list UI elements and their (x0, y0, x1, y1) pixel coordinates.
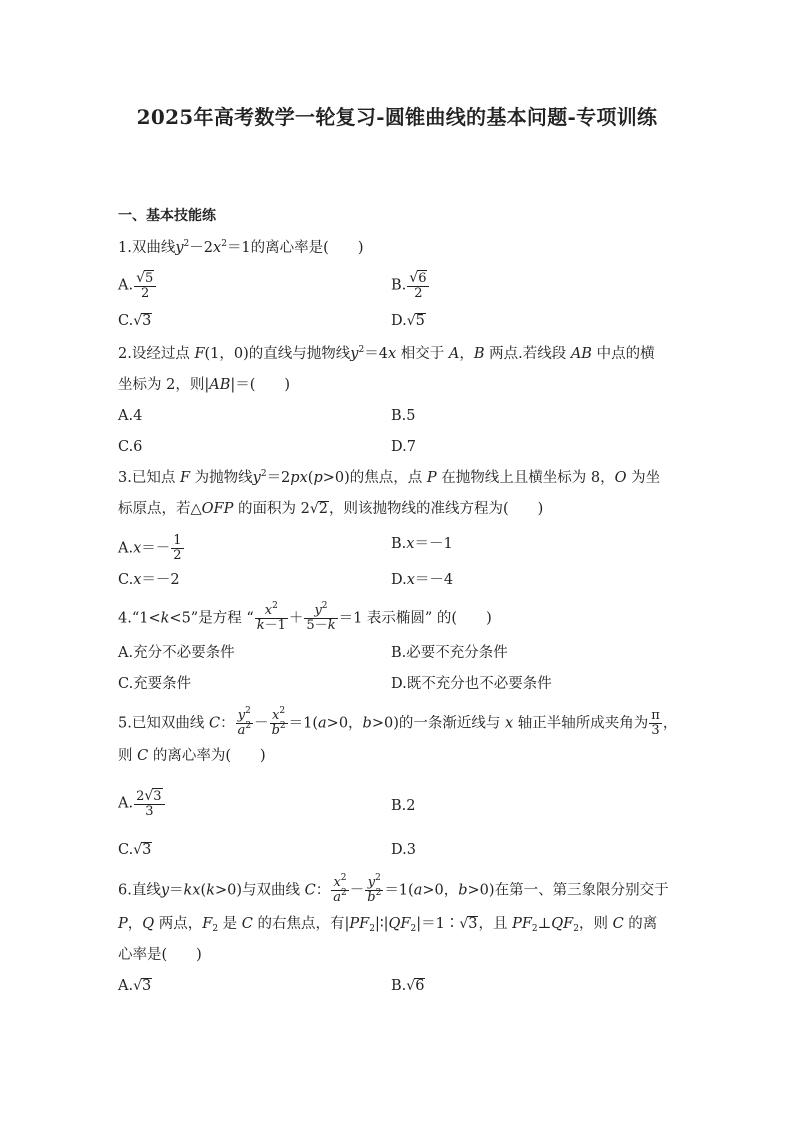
q5-option-d[interactable]: D.3 (391, 842, 416, 858)
page-title: 2025年高考数学一轮复习-圆锥曲线的基本问题-专项训练 (136, 105, 658, 129)
q3-option-d[interactable]: D.x＝－4 (391, 572, 454, 588)
q5-option-b[interactable]: B.2 (391, 798, 416, 814)
q1-option-d[interactable]: D.√5 (391, 313, 425, 329)
section-heading: 一、基本技能练 (118, 208, 216, 224)
question-3: 3.已知点 F 为抛物线$y^2=2px(p>0)$的焦点，点 P 在抛物线上且横坐标为 8，O 为坐 (118, 469, 661, 486)
q3-option-b[interactable]: B.x＝－1 (391, 536, 453, 552)
question-1: 1.双曲线$y^2-2x^2=1$的离心率是( ) (118, 239, 364, 256)
question-5-line2: 则 C 的离心率为( ) (118, 748, 266, 764)
q5-option-a[interactable]: A. $\frac{2√3}{3}$ (118, 788, 166, 819)
question-6-line2: P，Q 两点，$F_2$ 是 C 的右焦点，有$|PF_2|∶|QF_2|=1∶√3$，且 $PF_2\perp QF_2$，则 C 的离 (118, 916, 658, 934)
q3-option-c[interactable]: C.x＝－2 (118, 572, 180, 588)
q5-option-c[interactable]: C.√3 (118, 842, 152, 858)
q1-option-c[interactable]: C.√3 (118, 313, 152, 329)
q2-option-b[interactable]: B.5 (391, 408, 416, 424)
question-4: 4.“1<k<5”是方程 “ $\frac{x^2}{k-1}$ ＋ $\frac{y^2}{5-k}$ ＝1 表示椭圆” 的( ) (118, 601, 492, 633)
question-2: 2.设经过点 F(1，0)的直线与抛物线$y^2=4x$ 相交于 A，B 两点.若线段 AB 中点的横 (118, 345, 655, 362)
q4-option-b[interactable]: B.必要不充分条件 (391, 645, 508, 661)
q3-option-a[interactable]: A.x＝－ $\frac{1}{2}$ (118, 533, 182, 563)
q1-option-a[interactable]: A. $\frac{√5}{2}$ (118, 270, 157, 301)
q4-option-c[interactable]: C.充要条件 (118, 676, 192, 692)
q4-option-d[interactable]: D.既不充分也不必要条件 (391, 676, 552, 692)
question-6: 6.直线y＝kx(k>0)与双曲线 C： $\frac{x^2}{a^2}$ － $\frac{y^2}{b^2}$ ＝1(a>0，b>0)在第一、第三象限分别交于 (118, 873, 669, 905)
q4-option-a[interactable]: A.充分不必要条件 (118, 645, 235, 661)
question-5: 5.已知双曲线 C： $\frac{y^2}{a^2}$ － $\frac{x^2}{b^2}$ ＝1(a>0，b>0)的一条渐近线与 x 轴正半轴所成夹角为 $\frac{\pi}{3}$ ， (118, 706, 678, 738)
question-2-line2: 坐标为 2，则|AB|＝( ) (118, 377, 291, 393)
q2-option-c[interactable]: C.6 (118, 439, 143, 455)
q2-option-d[interactable]: D.7 (391, 439, 416, 455)
q1-option-b[interactable]: B. $\frac{√6}{2}$ (391, 270, 430, 301)
q2-option-a[interactable]: A.4 (118, 408, 143, 424)
question-3-line2: 标原点，若△OFP 的面积为 2√2，则该抛物线的准线方程为( ) (118, 501, 544, 517)
question-6-line3: 心率是( ) (118, 947, 202, 963)
q6-option-b[interactable]: B.√6 (391, 978, 425, 994)
q6-option-a[interactable]: A.√3 (118, 978, 152, 994)
